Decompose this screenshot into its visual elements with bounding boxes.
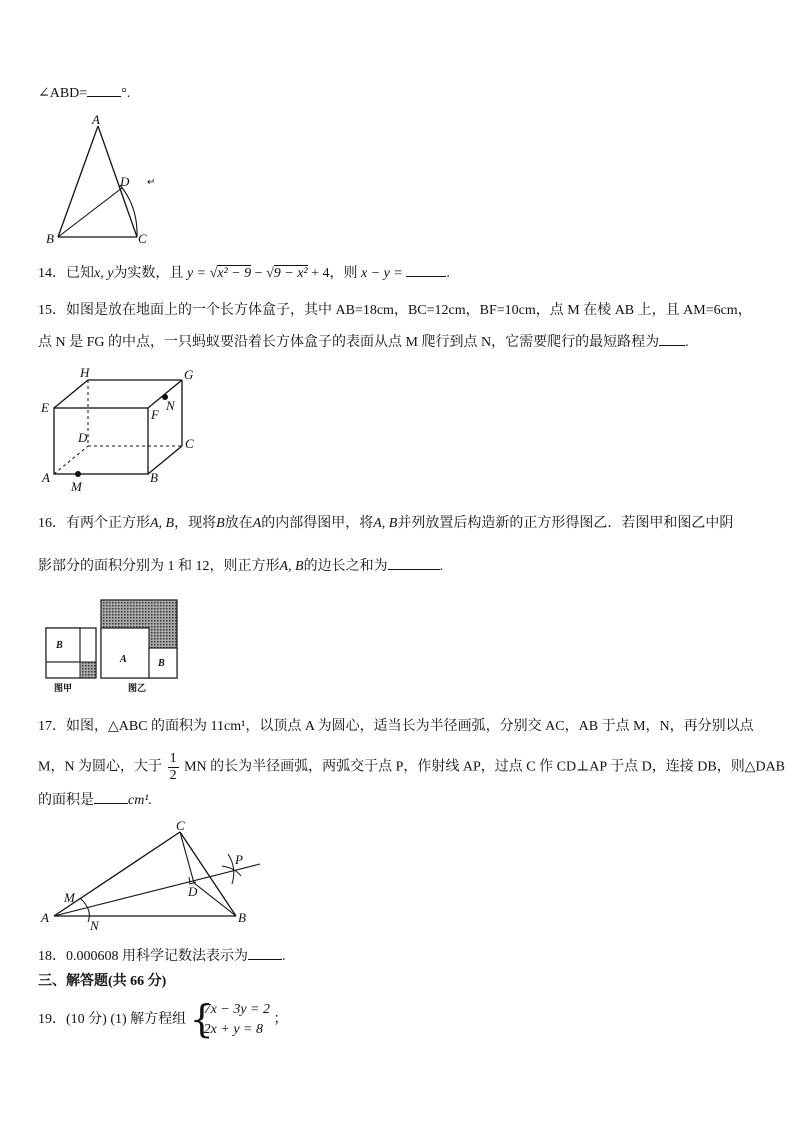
q16-text-e: 并列放置后构造新的正方形得图乙．若图甲和图乙中阴 — [397, 516, 734, 531]
q14-radicand-2: 9 − x² — [273, 266, 308, 281]
fig15-label-a: A — [42, 470, 50, 485]
fig17-label-p: P — [235, 852, 243, 867]
q14-sqrt-1: √x² − 9 — [209, 266, 252, 281]
q18-blank[interactable] — [248, 945, 282, 960]
q13-blank[interactable] — [87, 82, 121, 97]
fig16-caption-yi: 图乙 — [128, 684, 147, 694]
q17-text-c: 的面积是 — [38, 793, 94, 808]
q16-blank[interactable] — [388, 555, 440, 570]
q15-blank[interactable] — [659, 331, 685, 346]
q16-text-b: ，现将 — [174, 516, 217, 531]
figure-16-squares — [40, 596, 185, 696]
fig15-label-d: D — [78, 430, 88, 445]
q16-text-a: 16．有两个正方形 — [38, 516, 150, 531]
q15-line-1: 15．如图是放在地面上的一个长方体盒子，其中 AB=18cm，BC=12cm，BF=10cm，点 M 在棱 AB 上，且 AM=6cm， — [38, 303, 752, 318]
fig15-label-f: F — [151, 407, 159, 422]
q14-blank[interactable] — [406, 262, 446, 277]
q14-expr: x − y = — [361, 266, 403, 281]
q16-line-1 — [38, 514, 733, 534]
q14-minus: − — [254, 266, 263, 281]
q19-end: ； — [273, 1012, 288, 1027]
fig16-yi-label-b: B — [158, 658, 165, 669]
fig15-label-c: C — [185, 436, 194, 451]
fig13-label-c: C — [138, 231, 147, 246]
q19-equation-system — [189, 997, 270, 1041]
fig17-label-b: B — [238, 910, 246, 925]
q16-a: A — [252, 516, 262, 531]
q14-plus4: + 4，则 — [311, 266, 358, 281]
q19-equation-1: 7x − 3y = 2 — [203, 1002, 270, 1017]
q16-text-g: 的边长之和为 — [303, 559, 388, 574]
q17-line-3 — [38, 789, 152, 811]
fig15-label-b: B — [150, 470, 158, 485]
q15-text: 点 N 是 FG 的中点，一只蚂蚁要沿着长方体盒子的表面从点 M 爬行到点 N，它需要爬行的最短路程为 — [38, 335, 660, 350]
fig17-label-a: A — [41, 910, 49, 925]
q16-ab-2: A, B — [373, 516, 398, 531]
q16-text-c: 放在 — [224, 516, 253, 531]
q17-frac-den: 2 — [169, 768, 177, 783]
q16-text-d: 的内部得图甲，将 — [261, 516, 374, 531]
figure-13-triangle — [40, 112, 170, 247]
figure-17-triangle — [38, 818, 270, 936]
q16-ab: A, B — [150, 516, 175, 531]
q16-line-2 — [38, 555, 443, 577]
fig13-label-b: B — [46, 231, 54, 246]
q14-line — [38, 262, 450, 284]
fig13-return-mark: ↵ — [147, 177, 156, 188]
q13-suffix: °. — [121, 86, 131, 101]
q18-line — [38, 945, 286, 967]
q19-line — [38, 997, 288, 1041]
fig17-label-c: C — [176, 818, 185, 833]
q14-end: . — [446, 266, 450, 281]
fig13-label-d: D — [120, 174, 130, 189]
figure-15-box — [38, 364, 208, 496]
q14-number: 14．已知 — [38, 266, 94, 281]
fig15-label-m: M — [71, 479, 82, 494]
fig16-caption-jia: 图甲 — [54, 684, 73, 694]
q16-ab-3: A, B — [279, 559, 304, 574]
fig15-label-h: H — [80, 365, 90, 380]
q16-b: B — [216, 516, 225, 531]
q19-brace: { — [189, 997, 214, 1041]
q15-end: . — [685, 335, 689, 350]
q17-unit: cm¹. — [128, 793, 153, 808]
q13-answer-line — [38, 82, 130, 104]
q17-fraction — [168, 751, 179, 784]
fig16-yi-label-a: A — [120, 654, 127, 665]
q14-y-eq: y = — [186, 266, 207, 281]
q14-sqrt-2: √9 − x² — [266, 266, 308, 281]
q19-prefix: 19．(10 分) (1) 解方程组 — [38, 1012, 187, 1027]
q13-prefix: ∠ABD= — [38, 86, 88, 101]
q17-line-2 — [38, 751, 785, 784]
fig13-label-a: A — [92, 112, 100, 127]
q17-blank[interactable] — [94, 789, 128, 804]
q18-text: 18．0.000608 用科学记数法表示为 — [38, 949, 248, 964]
q14-text: 为实数，且 — [113, 266, 184, 281]
fig17-label-n: N — [90, 918, 99, 933]
q17-text-a: M，N 为圆心，大于 — [38, 759, 163, 775]
fig15-label-n: N — [166, 398, 175, 413]
fig17-label-d: D — [188, 884, 198, 899]
fig16-jia-label-b: B — [56, 640, 63, 651]
section-3-title: 三、解答题(共 66 分) — [38, 974, 167, 989]
fig15-label-g: G — [184, 367, 194, 382]
q19-equation-2: 2x + y = 8 — [203, 1022, 263, 1037]
q17-line-1: 17．如图，△ABC 的面积为 11cm¹，以顶点 A 为圆心，适当长为半径画弧，分别交 AC，AB 于点 M，N，再分别以点 — [38, 719, 754, 734]
q17-frac-num: 1 — [169, 751, 177, 766]
q17-text-b: MN 的长为半径画弧，两弧交于点 P，作射线 AP，过点 C 作 CD⊥AP 于点 D，连接 DB，则△DAB — [184, 759, 786, 775]
q15-line-2 — [38, 331, 689, 353]
q14-radicand-1: x² − 9 — [217, 266, 252, 281]
q14-vars: x, y — [94, 266, 114, 281]
fig17-label-m: M — [64, 890, 75, 905]
q16-text-f: 影部分的面积分别为 1 和 12，则正方形 — [38, 559, 280, 574]
q16-end: . — [439, 559, 444, 574]
fig15-label-e: E — [41, 400, 49, 415]
q18-end: . — [282, 949, 286, 964]
